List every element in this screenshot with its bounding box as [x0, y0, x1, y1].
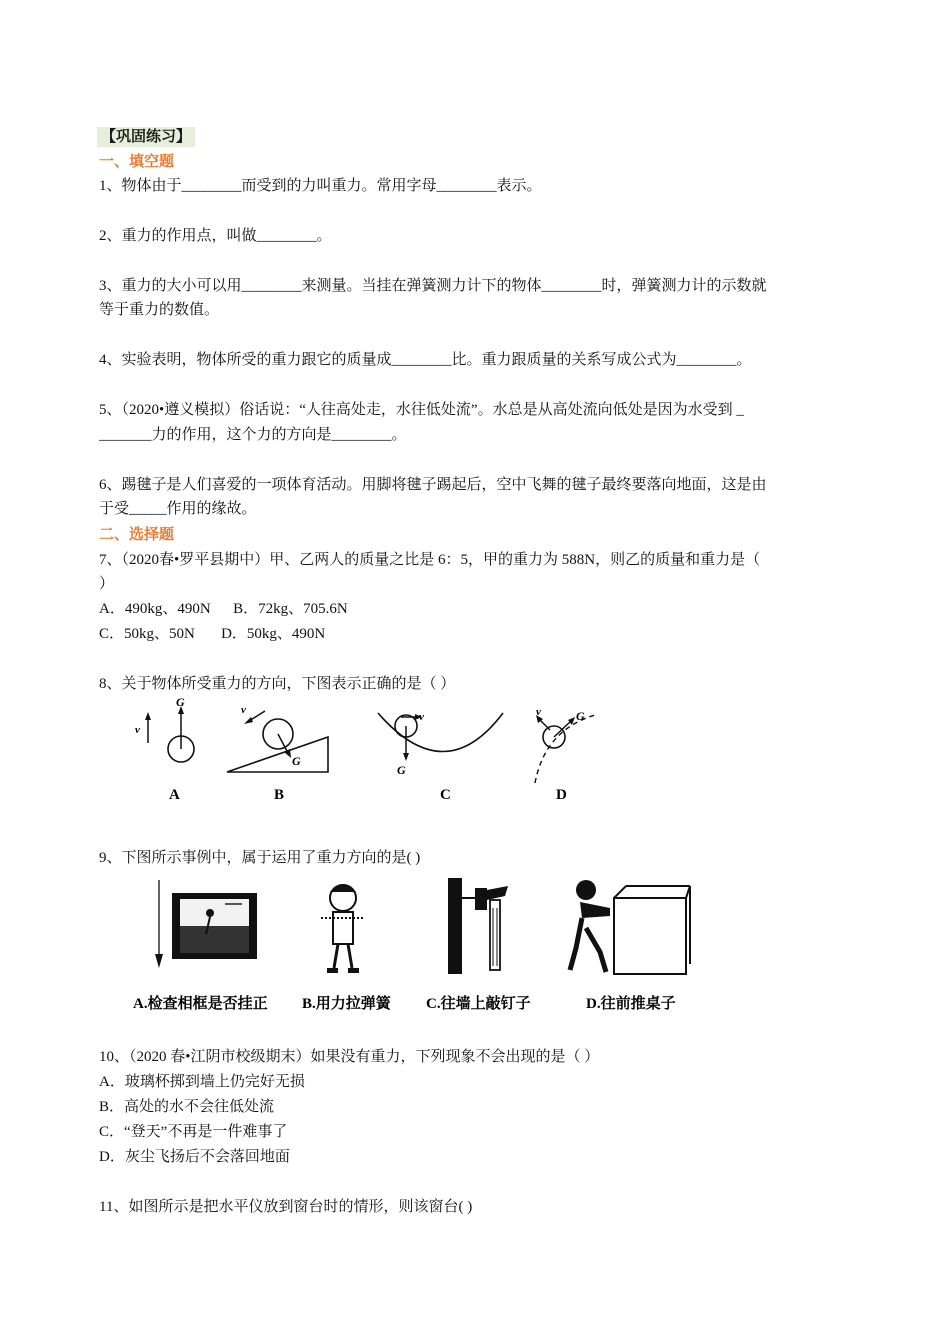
section-fill-in: 一、填空题 — [99, 154, 175, 170]
question-6-line-2: 于受_____作用的缘故。 — [99, 501, 257, 517]
question-7-line-2: ） — [99, 576, 115, 592]
section-choice: 二、选择题 — [99, 527, 175, 543]
question-10-option-c: C．“登天”不再是一件难事了 — [99, 1124, 288, 1140]
question-5-line-2: _______力的作用，这个力的方向是________。 — [99, 427, 407, 443]
question-3-line-1: 3、重力的大小可以用________来测量。当挂在弹簧测力计下的物体________时，弹簧测力计的示数就 — [99, 278, 767, 294]
question-3-line-2: 等于重力的数值。 — [99, 302, 220, 318]
question-7-options-ab: A．490kg、490N B．72kg、705.6N — [99, 601, 348, 617]
gravity-label-a: G — [176, 695, 185, 709]
question-6-line-1: 6、踢毽子是人们喜爱的一项体育活动。用脚将毽子踢起后，空中飞舞的毽子最终要落向地面，这是由 — [99, 477, 767, 493]
option-c-label: C — [440, 787, 451, 803]
velocity-label-c: v — [419, 711, 424, 723]
gravity-direction-figure — [125, 695, 615, 805]
gravity-label-c: G — [397, 763, 406, 777]
caption-c: C.往墙上敲钉子 — [426, 996, 531, 1012]
person-pushing-box-image — [570, 880, 690, 974]
person-pulling-spring-image — [321, 884, 365, 973]
option-d-label: D — [556, 787, 567, 803]
option-b-label: B — [274, 787, 285, 803]
question-1: 1、物体由于________而受到的力叫重力。常用字母________表示。 — [99, 178, 542, 194]
picture-frame-plumb-line-image — [155, 880, 257, 968]
gravity-label-d: G — [576, 709, 585, 723]
option-a-label: A — [169, 787, 180, 803]
caption-b: B.用力拉弹簧 — [302, 996, 391, 1012]
question-7-line-1: 7、（2020春•罗平县期中）甲、乙两人的质量之比是 6：5，甲的重力为 588N，则乙的质量和重力是（ — [99, 552, 761, 568]
option-c-diagram — [378, 711, 503, 803]
question-10-option-b: B．高处的水不会往低处流 — [99, 1099, 275, 1115]
caption-d: D.往前推桌子 — [586, 996, 676, 1012]
option-a-diagram — [135, 695, 194, 803]
question-7-options-cd: C．50kg、50N D．50kg、490N — [99, 626, 326, 642]
question-10-option-d: D．灰尘飞扬后不会落回地面 — [99, 1149, 290, 1165]
velocity-label-d: v — [536, 706, 541, 718]
velocity-label-b: v — [241, 704, 246, 716]
question-4: 4、实验表明，物体所受的重力跟它的质量成________比。重力跟质量的关系写成公式为________。 — [99, 352, 752, 368]
option-d-diagram — [535, 706, 595, 803]
question-9: 9、下图所示事例中，属于运用了重力方向的是( ) — [99, 850, 421, 866]
question-11: 11、如图所示是把水平仪放到窗台时的情形，则该窗台( ) — [99, 1199, 473, 1215]
question-10-option-a: A．玻璃杯掷到墙上仍完好无损 — [99, 1074, 305, 1090]
caption-a: A.检查相框是否挂正 — [133, 996, 268, 1012]
option-b-diagram — [227, 704, 328, 803]
question-5-line-1: 5、（2020•遵义模拟）俗话说：“人往高处走，水往低处流”。水总是从高处流向低处是因为水受到 _ — [99, 402, 744, 418]
hammer-nail-wall-image — [448, 878, 508, 974]
practice-header: 【巩固练习】 — [97, 127, 195, 147]
gravity-application-figure — [130, 868, 695, 1018]
question-2: 2、重力的作用点，叫做________。 — [99, 228, 332, 244]
velocity-label-a: v — [135, 724, 140, 736]
question-8: 8、关于物体所受重力的方向，下图表示正确的是（ ） — [99, 676, 456, 692]
gravity-label-b: G — [292, 754, 301, 768]
question-10: 10、（2020 春•江阴市校级期末）如果没有重力，下列现象不会出现的是（ ） — [99, 1049, 600, 1065]
